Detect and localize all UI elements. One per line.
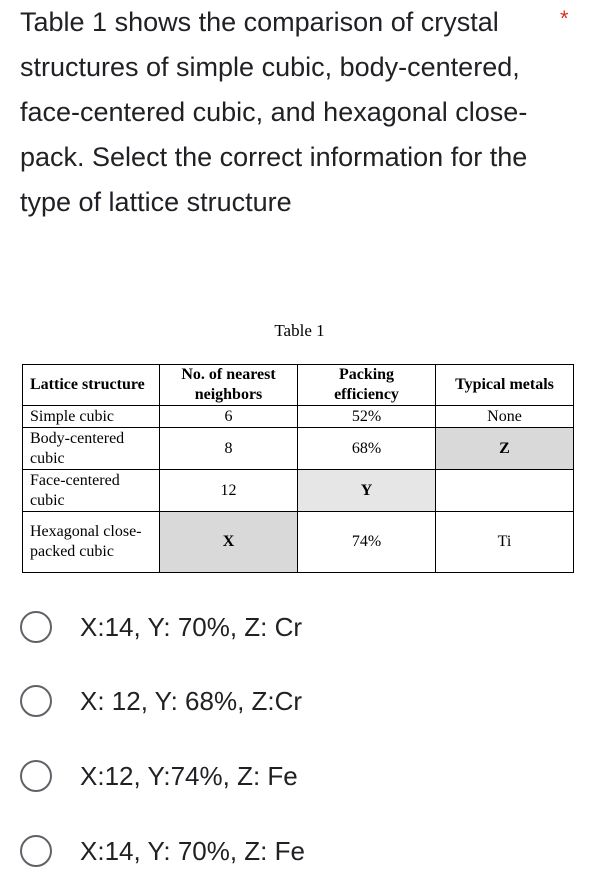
table-cell: Simple cubic [23, 406, 160, 428]
table-cell: 74% [298, 512, 436, 573]
table-cell: Face-centered cubic [23, 470, 160, 512]
radio-button-icon[interactable] [20, 835, 52, 867]
option-label: X:14, Y: 70%, Z: Cr [80, 611, 303, 642]
option-4[interactable] [20, 826, 540, 876]
table-row [23, 428, 574, 470]
table-cell [436, 470, 574, 512]
table-caption: Table 1 [274, 321, 325, 340]
table-row [23, 406, 574, 428]
radio-button-icon[interactable] [20, 685, 52, 717]
table-cell-unknown-y: Y [298, 470, 436, 512]
header-nearest-neighbors: No. of nearest neighbors [160, 365, 298, 406]
table-cell: 68% [298, 428, 436, 470]
table-row [23, 512, 574, 573]
option-2[interactable] [20, 676, 540, 726]
option-1[interactable] [20, 602, 540, 652]
option-label: X:12, Y:74%, Z: Fe [80, 760, 298, 791]
table-cell-unknown-z: Z [436, 428, 574, 470]
table-cell: None [436, 406, 574, 428]
table-cell: 12 [160, 470, 298, 512]
question-text: Table 1 shows the comparison of crystal structures of simple cubic, body-centered, face-centered cubic, and hexagonal close-pack. Select the correct information for the type of lattice structure [20, 7, 528, 217]
radio-button-icon[interactable] [20, 611, 52, 643]
table-cell: 52% [298, 406, 436, 428]
table-cell-unknown-x: X [160, 512, 298, 573]
table-cell: 8 [160, 428, 298, 470]
table-row [23, 470, 574, 512]
option-3[interactable] [20, 751, 540, 801]
table-cell: Body-centered cubic [23, 428, 160, 470]
lattice-table [22, 364, 574, 573]
header-lattice-structure: Lattice structure [23, 365, 160, 406]
header-typical-metals: Typical metals [436, 365, 574, 406]
required-asterisk: * [560, 6, 569, 31]
radio-button-icon[interactable] [20, 760, 52, 792]
option-label: X:14, Y: 70%, Z: Fe [80, 835, 305, 866]
header-packing-efficiency: Packing efficiency [298, 365, 436, 406]
table-cell: 6 [160, 406, 298, 428]
option-label: X: 12, Y: 68%, Z:Cr [80, 685, 303, 716]
table-header-row [23, 365, 574, 406]
table-cell: Hexagonal close-packed cubic [23, 512, 160, 573]
table-cell: Ti [436, 512, 574, 573]
